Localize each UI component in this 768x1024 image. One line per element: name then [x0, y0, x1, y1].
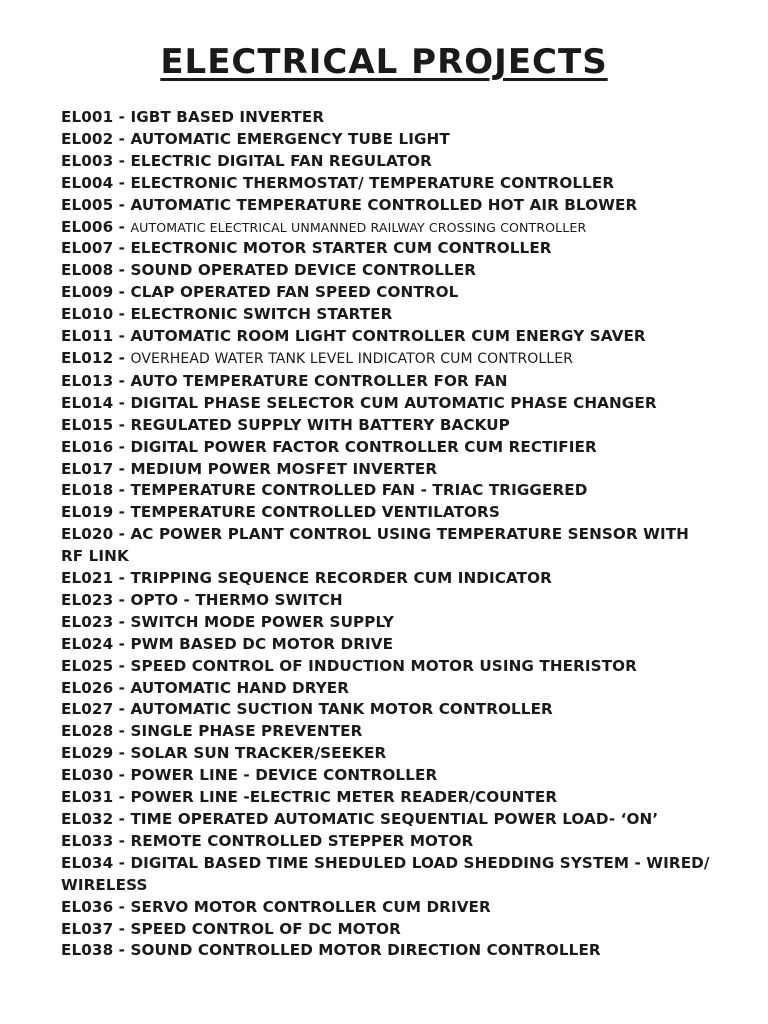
project-name: OVERHEAD WATER TANK LEVEL INDICATOR CUM CONTROLLER: [130, 350, 573, 367]
project-name: SWITCH MODE POWER SUPPLY: [130, 612, 394, 631]
project-item: [61, 524, 711, 568]
page-title-text: ELECTRICAL PROJECTS: [160, 42, 608, 82]
project-item: [61, 304, 761, 326]
project-separator: -: [113, 612, 131, 631]
project-item: [61, 260, 761, 282]
project-item: [61, 699, 761, 721]
project-name: SOUND OPERATED DEVICE CONTROLLER: [130, 261, 477, 280]
project-item: [61, 217, 761, 239]
project-code: EL023: [61, 612, 114, 631]
project-item: [61, 831, 761, 853]
project-code: EL005: [61, 195, 114, 214]
project-separator: -: [113, 108, 131, 126]
project-separator: -: [113, 853, 131, 872]
project-code: EL031: [61, 788, 114, 807]
project-code: EL032: [61, 810, 114, 828]
project-code: EL019: [61, 503, 114, 522]
project-separator: -: [113, 810, 131, 828]
project-code: EL033: [61, 831, 114, 850]
project-separator: -: [113, 525, 131, 544]
project-item: [61, 502, 761, 524]
project-separator: -: [113, 195, 131, 214]
project-separator: -: [113, 897, 131, 916]
project-separator: -: [113, 129, 131, 148]
project-item: [61, 634, 761, 656]
project-item: [61, 129, 761, 151]
project-code: EL025: [61, 656, 114, 675]
project-separator: -: [113, 941, 131, 960]
project-name: AUTOMATIC TEMPERATURE CONTROLLED HOT AIR BLOWER: [130, 195, 638, 214]
project-code: EL024: [61, 634, 114, 653]
project-name: REMOTE CONTROLLED STEPPER MOTOR: [130, 831, 474, 850]
project-code: EL038: [61, 941, 114, 960]
project-list: [61, 107, 761, 962]
project-item: [61, 919, 761, 941]
project-code: EL034: [61, 853, 114, 872]
project-name: SOLAR SUN TRACKER/SEEKER: [130, 744, 387, 763]
project-name: CLAP OPERATED FAN SPEED CONTROL: [130, 283, 459, 302]
project-separator: -: [113, 393, 131, 412]
project-code: EL018: [61, 481, 114, 500]
project-separator: -: [113, 415, 131, 434]
project-name: ELECTRONIC THERMOSTAT/ TEMPERATURE CONTROLLER: [130, 173, 615, 192]
project-name: SPEED CONTROL OF DC MOTOR: [130, 919, 401, 938]
project-code: EL015: [61, 415, 114, 434]
project-code: EL020: [61, 525, 114, 544]
project-separator: -: [113, 831, 131, 850]
project-code: EL016: [61, 437, 114, 456]
project-item: [61, 282, 761, 304]
project-code: EL006: [61, 217, 114, 236]
project-separator: -: [113, 459, 131, 478]
project-name: PWM BASED DC MOTOR DRIVE: [130, 634, 394, 653]
project-code: EL009: [61, 283, 114, 302]
project-separator: -: [113, 744, 131, 763]
project-name: MEDIUM POWER MOSFET INVERTER: [130, 459, 438, 478]
project-item: [61, 897, 761, 919]
page-title: [0, 40, 768, 84]
project-separator: -: [113, 700, 131, 719]
project-separator: -: [113, 371, 131, 390]
project-item: [61, 853, 711, 897]
project-separator: -: [113, 590, 131, 609]
project-item: [61, 809, 761, 831]
project-code: EL017: [61, 459, 114, 478]
project-separator: -: [113, 656, 131, 675]
project-item: [61, 437, 761, 459]
project-code: EL002: [61, 129, 114, 148]
project-name: ELECTRIC DIGITAL FAN REGULATOR: [130, 151, 432, 170]
project-name: ELECTRONIC MOTOR STARTER CUM CONTROLLER: [130, 239, 552, 258]
project-name: TEMPERATURE CONTROLLED VENTILATORS: [130, 503, 500, 522]
project-name: IGBT BASED INVERTER: [130, 108, 325, 126]
project-separator: -: [113, 348, 131, 367]
project-item: [61, 348, 761, 371]
project-name: POWER LINE -ELECTRIC METER READER/COUNTER: [130, 788, 558, 807]
project-separator: -: [113, 437, 131, 456]
project-item: [61, 787, 761, 809]
project-name: ELECTRONIC SWITCH STARTER: [130, 305, 393, 324]
project-item: [61, 371, 761, 393]
project-code: EL008: [61, 261, 114, 280]
project-name: AUTOMATIC HAND DRYER: [130, 678, 350, 697]
project-item: [61, 721, 761, 743]
project-code: EL036: [61, 897, 114, 916]
project-code: EL012: [61, 348, 114, 367]
project-name: AC POWER PLANT CONTROL USING TEMPERATURE SENSOR WITH RF LINK: [61, 525, 689, 566]
project-separator: -: [113, 481, 131, 500]
project-name: POWER LINE - DEVICE CONTROLLER: [130, 766, 438, 785]
project-separator: -: [113, 327, 131, 346]
project-code: EL023: [61, 590, 114, 609]
project-code: EL026: [61, 678, 114, 697]
project-name: AUTO TEMPERATURE CONTROLLER FOR FAN: [130, 371, 508, 390]
project-separator: -: [113, 261, 131, 280]
project-code: EL029: [61, 744, 114, 763]
project-name: TEMPERATURE CONTROLLED FAN - TRIAC TRIGGERED: [130, 481, 588, 500]
project-item: [61, 612, 761, 634]
project-separator: -: [113, 217, 131, 236]
project-item: [61, 590, 761, 612]
project-code: EL021: [61, 569, 114, 588]
project-item: [61, 151, 761, 173]
project-separator: -: [113, 305, 131, 324]
project-separator: -: [113, 678, 131, 697]
project-item: [61, 765, 761, 787]
project-code: EL001: [61, 108, 114, 126]
project-code: EL028: [61, 722, 114, 741]
project-name: DIGITAL BASED TIME SHEDULED LOAD SHEDDING SYSTEM - WIRED/ WIRELESS: [61, 853, 710, 894]
project-item: [61, 940, 761, 962]
project-item: [61, 568, 761, 590]
project-separator: -: [113, 151, 131, 170]
project-separator: -: [113, 569, 131, 588]
project-name: AUTOMATIC EMERGENCY TUBE LIGHT: [130, 129, 450, 148]
project-item: [61, 195, 761, 217]
project-name: TRIPPING SEQUENCE RECORDER CUM INDICATOR: [130, 569, 552, 588]
project-name: TIME OPERATED AUTOMATIC SEQUENTIAL POWER LOAD- ‘ON’: [130, 810, 659, 828]
project-name: OPTO - THERMO SWITCH: [130, 590, 343, 609]
project-code: EL027: [61, 700, 114, 719]
project-item: [61, 393, 761, 415]
project-name: REGULATED SUPPLY WITH BATTERY BACKUP: [130, 415, 510, 434]
project-separator: -: [113, 503, 131, 522]
project-code: EL010: [61, 305, 114, 324]
project-separator: -: [113, 722, 131, 741]
project-separator: -: [113, 634, 131, 653]
project-code: EL014: [61, 393, 114, 412]
project-item: [61, 107, 761, 129]
project-name: SINGLE PHASE PREVENTER: [130, 722, 363, 741]
project-item: [61, 238, 761, 260]
project-code: EL030: [61, 766, 114, 785]
project-name: AUTOMATIC ROOM LIGHT CONTROLLER CUM ENERGY SAVER: [130, 327, 646, 346]
project-item: [61, 743, 761, 765]
project-separator: -: [113, 283, 131, 302]
project-item: [61, 326, 761, 348]
project-name: AUTOMATIC ELECTRICAL UNMANNED RAILWAY CROSSING CONTROLLER: [130, 219, 587, 235]
project-name: SERVO MOTOR CONTROLLER CUM DRIVER: [130, 897, 491, 916]
project-code: EL003: [61, 151, 114, 170]
project-item: [61, 678, 761, 700]
project-item: [61, 459, 761, 481]
project-name: SPEED CONTROL OF INDUCTION MOTOR USING THERISTOR: [130, 656, 637, 675]
project-code: EL004: [61, 173, 114, 192]
project-code: EL037: [61, 919, 114, 938]
project-name: AUTOMATIC SUCTION TANK MOTOR CONTROLLER: [130, 700, 553, 719]
project-separator: -: [113, 788, 131, 807]
project-item: [61, 415, 761, 437]
project-separator: -: [113, 919, 131, 938]
project-code: EL007: [61, 239, 114, 258]
project-code: EL011: [61, 327, 114, 346]
project-code: EL013: [61, 371, 114, 390]
project-item: [61, 656, 761, 678]
project-item: [61, 480, 761, 502]
project-separator: -: [113, 766, 131, 785]
project-item: [61, 173, 761, 195]
project-separator: -: [113, 173, 131, 192]
project-name: SOUND CONTROLLED MOTOR DIRECTION CONTROLLER: [130, 941, 601, 960]
project-separator: -: [113, 239, 131, 258]
project-name: DIGITAL POWER FACTOR CONTROLLER CUM RECTIFIER: [130, 437, 597, 456]
project-name: DIGITAL PHASE SELECTOR CUM AUTOMATIC PHASE CHANGER: [130, 393, 657, 412]
